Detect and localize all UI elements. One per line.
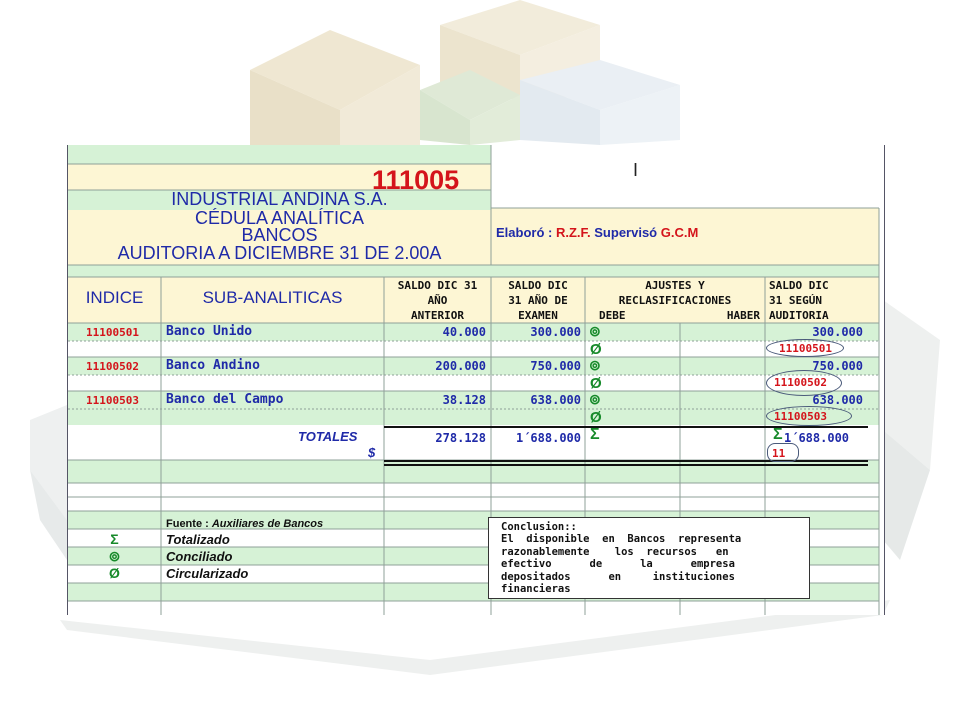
row-index: 11100502 xyxy=(86,360,139,373)
totalizado-mark-auditoria: Σ xyxy=(773,426,783,443)
header-debe: DEBE xyxy=(599,309,626,322)
circularizado-mark: Ø xyxy=(590,375,602,392)
conciliado-mark: ⊚ xyxy=(589,391,601,407)
header-ajustes: AJUSTES Y RECLASIFICACIONES xyxy=(618,279,732,307)
header-saldo-examen: SALDO DIC 31 AÑO DE EXAMEN xyxy=(508,279,568,322)
elaboro-value: R.Z.F. xyxy=(555,225,591,240)
row-index: 11100503 xyxy=(86,394,139,407)
fuente-label: Fuente : xyxy=(166,518,209,530)
legend-label-circularizado: Circularizado xyxy=(166,566,249,581)
row-name: Banco Andino xyxy=(166,358,260,373)
totals-ref: 11 xyxy=(772,447,786,460)
conclusion-line: depositados en instituciones xyxy=(501,570,735,583)
conclusion-box xyxy=(488,517,810,599)
header-saldo-anterior: SALDO DIC 31 AÑO ANTERIOR xyxy=(397,279,478,322)
totalizado-mark: Σ xyxy=(590,426,600,443)
company-name: INDUSTRIAL ANDINA S.A. xyxy=(171,189,388,209)
circularizado-mark: Ø xyxy=(590,341,602,358)
row-index: 11100501 xyxy=(86,326,139,339)
fuente-value: Auxiliares de Bancos xyxy=(211,518,324,530)
legend-symbol-totalizado: Σ xyxy=(110,531,119,547)
text-cursor: I xyxy=(633,160,639,180)
row-anterior: 40.000 xyxy=(442,325,486,339)
row-auditoria: 638.000 xyxy=(812,393,863,407)
totals-ref-circle xyxy=(767,443,799,462)
row-ref: 11100503 xyxy=(774,410,827,423)
row-anterior: 38.128 xyxy=(442,393,486,407)
legend-symbol-circularizado: Ø xyxy=(109,565,120,581)
row-name: Banco Unido xyxy=(166,324,253,339)
row-auditoria: 750.000 xyxy=(812,359,863,373)
row-auditoria: 300.000 xyxy=(812,325,863,339)
row-name: Banco del Campo xyxy=(166,392,284,407)
fuente-line xyxy=(166,518,323,530)
conciliado-mark: ⊚ xyxy=(589,323,601,339)
totals-currency: $ xyxy=(368,445,376,460)
totals-examen: 1´688.000 xyxy=(515,431,581,445)
row-examen: 300.000 xyxy=(530,325,581,339)
superviso-value: G.C.M xyxy=(660,225,699,240)
document-type: CÉDULA ANALÍTICA xyxy=(194,208,365,228)
header-indice: INDICE xyxy=(85,288,144,307)
account-name: BANCOS xyxy=(241,225,318,245)
legend-label-totalizado: Totalizado xyxy=(166,532,230,547)
row-examen: 750.000 xyxy=(530,359,581,373)
sheet-code: 111005 xyxy=(372,165,460,195)
header-saldo-auditoria: SALDO DIC 31 SEGÚN AUDITORIA xyxy=(769,279,829,322)
legend-label-conciliado: Conciliado xyxy=(166,549,233,564)
ref-circle xyxy=(766,339,844,357)
header-haber: HABER xyxy=(726,309,760,322)
conclusion-line: razonablemente los recursos en xyxy=(501,545,729,558)
ref-circle xyxy=(766,406,852,426)
conclusion-line: efectivo de la empresa xyxy=(501,558,735,571)
circularizado-mark: Ø xyxy=(590,409,602,426)
audit-period: AUDITORIA A DICIEMBRE 31 DE 2.00A xyxy=(117,243,442,263)
totals-anterior: 278.128 xyxy=(435,431,486,445)
row-ref: 11100501 xyxy=(779,342,832,355)
elaboro-label: Elaboró : xyxy=(496,225,553,240)
credits xyxy=(496,225,698,241)
header-sub-analiticas: SUB-ANALITICAS xyxy=(202,288,343,307)
totals-auditoria: 1´688.000 xyxy=(784,431,850,445)
row-ref: 11100502 xyxy=(774,376,827,389)
conclusion-line: financieras xyxy=(501,583,571,596)
analytic-ledger-sheet xyxy=(67,145,885,615)
conclusion-title: Conclusion:: xyxy=(501,521,577,533)
conciliado-mark: ⊚ xyxy=(589,357,601,373)
legend-symbol-conciliado: ⊚ xyxy=(108,548,121,564)
row-examen: 638.000 xyxy=(530,393,581,407)
totals-label: TOTALES xyxy=(298,429,358,444)
row-anterior: 200.000 xyxy=(435,359,486,373)
conclusion-line: El disponible en Bancos representa xyxy=(501,533,742,546)
superviso-label: Supervisó xyxy=(594,225,658,240)
